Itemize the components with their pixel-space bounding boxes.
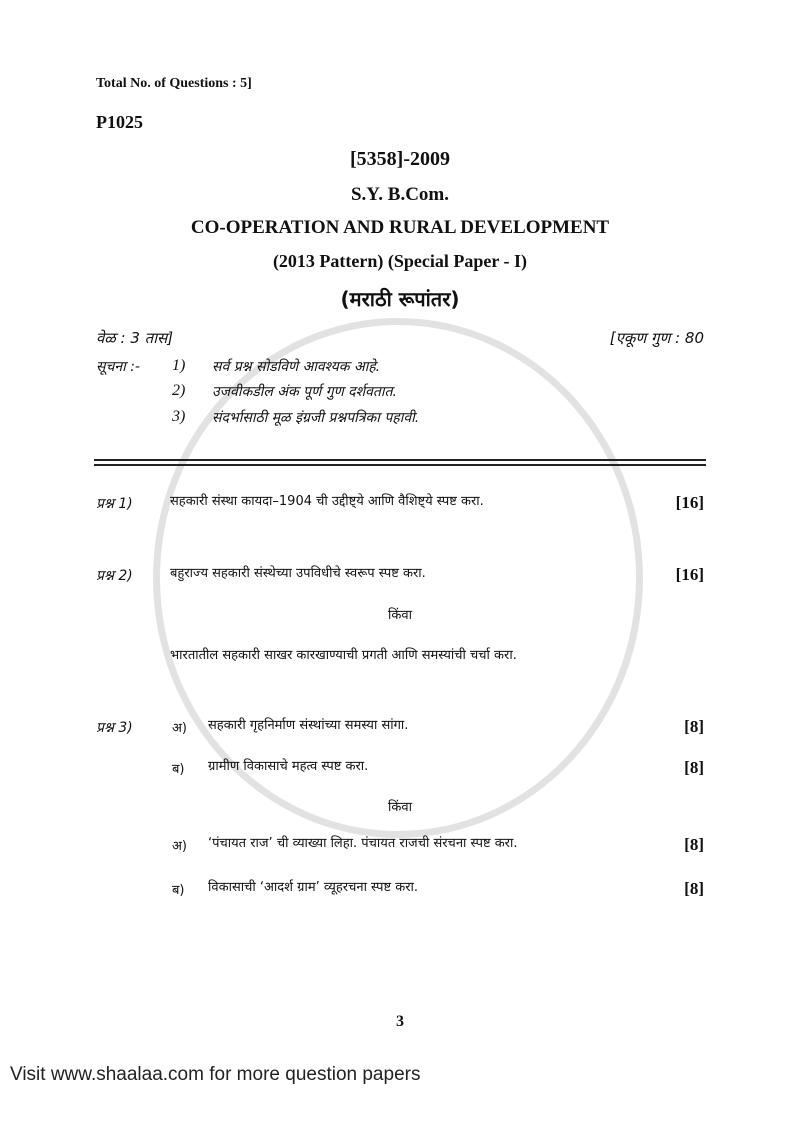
question-3-alt-b-num: ब) — [172, 883, 185, 898]
question-3-label: प्रश्न 3) — [96, 720, 133, 736]
question-2-marks: [16] — [675, 565, 704, 584]
footer-link[interactable]: Visit www.shaalaa.com for more question papers — [10, 1064, 421, 1085]
instructions-label: सूचना :- — [96, 359, 140, 375]
divider — [94, 464, 706, 466]
instruction-num: 2) — [172, 382, 186, 399]
question-3b-num: ब) — [172, 762, 185, 777]
instruction-text: उजवीकडील अंक पूर्ण गुण दर्शवतात. — [212, 384, 397, 400]
instruction-num: 1) — [172, 357, 186, 374]
version: (मराठी रूपांतर) — [340, 287, 460, 311]
instruction-num: 3) — [172, 408, 186, 425]
question-2-or: किंवा — [388, 608, 412, 623]
question-1-text: सहकारी संस्था कायदा–1904 ची उद्दीष्ट्ये आणि वैशिष्ट्ये स्पष्ट करा. — [170, 494, 484, 509]
question-3a-num: अ) — [172, 721, 188, 736]
question-3a-text: सहकारी गृहनिर्माण संस्थांच्या समस्या सांगा. — [208, 718, 409, 733]
question-3-alt-b-text: विकासाची ‘आदर्श ग्राम’ व्यूहरचना स्पष्ट करा. — [208, 880, 419, 895]
question-3-or: किंवा — [388, 800, 412, 815]
instruction-text: संदर्भासाठी मूळ इंग्रजी प्रश्नपत्रिका पहावी. — [212, 410, 420, 426]
time: वेळ : 3 तास] — [96, 329, 174, 347]
question-3b-marks: [8] — [684, 758, 704, 777]
question-2-alt-text: भारतातील सहकारी साखर कारखाण्याची प्रगती आणि समस्यांची चर्चा करा. — [170, 648, 517, 663]
total-questions: Total No. of Questions : 5] — [96, 76, 252, 91]
question-3-alt-a-num: अ) — [172, 839, 188, 854]
question-3-alt-a-marks: [8] — [684, 835, 704, 854]
question-1-label: प्रश्न 1) — [96, 496, 133, 512]
question-3a-marks: [8] — [684, 717, 704, 736]
question-3b-text: ग्रामीण विकासाचे महत्व स्पष्ट करा. — [208, 759, 369, 774]
instruction-text: सर्व प्रश्न सोडविणे आवश्यक आहे. — [212, 359, 381, 375]
question-2-text: बहुराज्य सहकारी संस्थेच्या उपविधीचे स्वरूप स्पष्ट करा. — [170, 566, 426, 581]
paper-code: P1025 — [96, 112, 143, 132]
max-marks: [एकूण गुण : 80 — [609, 329, 704, 347]
pattern: (2013 Pattern) (Special Paper - I) — [272, 251, 528, 271]
subject: CO-OPERATION AND RURAL DEVELOPMENT — [190, 217, 610, 238]
question-3-alt-b-marks: [8] — [684, 879, 704, 898]
exam-code: [5358]-2009 — [350, 148, 450, 170]
question-3-alt-a-text: ‘पंचायत राज’ ची व्याख्या लिहा. पंचायत राजची संरचना स्पष्ट करा. — [208, 836, 518, 851]
page-number: 3 — [396, 1013, 404, 1030]
question-2-label: प्रश्न 2) — [96, 568, 133, 584]
divider — [94, 459, 706, 461]
question-1-marks: [16] — [675, 493, 704, 512]
course: S.Y. B.Com. — [350, 184, 449, 205]
